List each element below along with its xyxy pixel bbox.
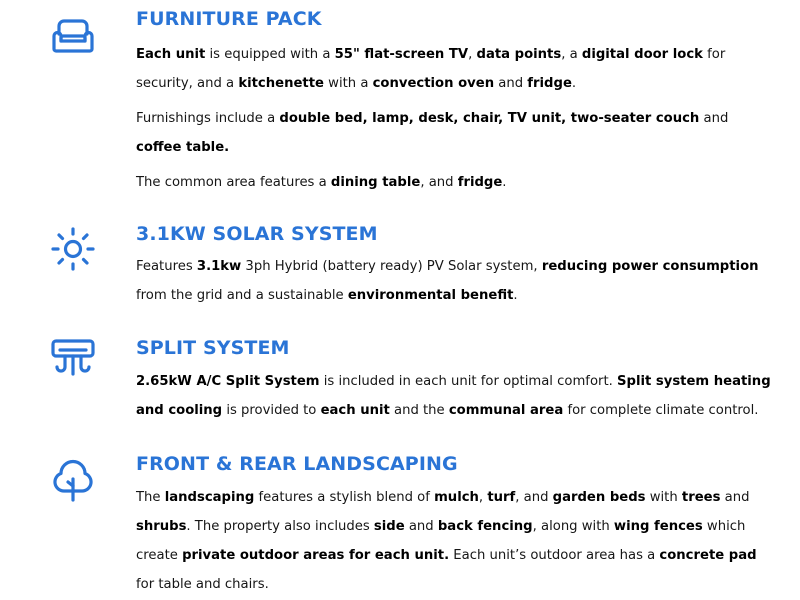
bold-text: Each unit (136, 47, 206, 62)
bold-text: wing fences (613, 519, 703, 534)
text-run: . The property also includes (186, 519, 374, 534)
bold-text: digital door lock (581, 47, 703, 62)
text-run: and (404, 519, 438, 534)
text-run: , (478, 490, 488, 505)
paragraph (136, 483, 776, 599)
text-run: and the (389, 403, 449, 418)
text-run: from the grid and a sustainable (136, 288, 348, 303)
paragraph (136, 252, 776, 310)
couch-icon (48, 13, 98, 63)
bold-text: mulch (434, 490, 479, 505)
text-run: and (720, 490, 750, 505)
bold-text: Split system heating and cooling (136, 374, 771, 418)
text-run: for table and chairs. (136, 577, 269, 592)
heading-landscaping: FRONT & REAR LANDSCAPING (136, 453, 458, 475)
text-run: Furnishings include a (136, 111, 280, 126)
bold-text: data points (476, 47, 562, 62)
bold-text: private outdoor areas for each unit. (182, 548, 450, 563)
bold-text: landscaping (164, 490, 255, 505)
text-run: The (136, 490, 165, 505)
text-run: features a stylish blend of (254, 490, 435, 505)
paragraph (136, 168, 776, 197)
bold-text: turf (487, 490, 516, 505)
text-run: Each unit’s outdoor area has a (449, 548, 660, 563)
bold-text: 3.1kw (196, 259, 242, 274)
bold-text: kitchenette (238, 76, 324, 91)
text-run: for complete climate control. (563, 403, 759, 418)
text-run: . (571, 76, 577, 91)
text-run: and (699, 111, 729, 126)
text-run: The common area features a (136, 175, 331, 190)
text-run: , along with (532, 519, 614, 534)
bold-text: side (373, 519, 405, 534)
bold-text: environmental benefit (347, 288, 514, 303)
bold-text: communal area (448, 403, 564, 418)
bold-text: fridge (457, 175, 503, 190)
paragraph (136, 367, 776, 425)
text-run: which create (136, 519, 746, 563)
heading-split-system: SPLIT SYSTEM (136, 337, 290, 359)
text-run: is provided to (222, 403, 321, 418)
text-run: . (502, 175, 507, 190)
bold-text: convection oven (372, 76, 495, 91)
text-run: with (645, 490, 682, 505)
air-conditioner-icon (48, 333, 98, 383)
text-run: is included in each unit for optimal comfort. (319, 374, 617, 389)
bold-text: garden beds (552, 490, 646, 505)
bold-text: 2.65kW A/C Split System (136, 374, 320, 389)
text-run: with a (323, 76, 373, 91)
bold-text: back fencing (437, 519, 533, 534)
text-run: Features (136, 259, 197, 274)
bold-text: concrete pad (659, 548, 757, 563)
bold-text: trees (681, 490, 721, 505)
bold-text: double bed, lamp, desk, chair, TV unit, two-seater couch (279, 111, 700, 126)
tree-icon (48, 455, 98, 505)
text-run: 3ph Hybrid (battery ready) PV Solar system, (241, 259, 542, 274)
heading-solar-system: 3.1KW SOLAR SYSTEM (136, 223, 378, 245)
bold-text: fridge (527, 76, 572, 91)
text-run: , a (561, 47, 582, 62)
bold-text: coffee table. (136, 140, 230, 155)
paragraph (136, 104, 776, 162)
bold-text: reducing power consumption (541, 259, 759, 274)
paragraph (136, 40, 776, 98)
text-run: is equipped with a (205, 47, 335, 62)
text-run: . (513, 288, 518, 303)
text-run: , (468, 47, 477, 62)
bold-text: each unit (320, 403, 390, 418)
text-run: and (494, 76, 528, 91)
sun-icon (48, 224, 98, 274)
text-run: , and (420, 175, 458, 190)
bold-text: 55" flat-screen TV (334, 47, 469, 62)
heading-furniture-pack: FURNITURE PACK (136, 8, 322, 30)
text-run: , and (515, 490, 553, 505)
text-run: for security, and a (136, 47, 726, 91)
bold-text: dining table (330, 175, 421, 190)
bold-text: shrubs (136, 519, 187, 534)
